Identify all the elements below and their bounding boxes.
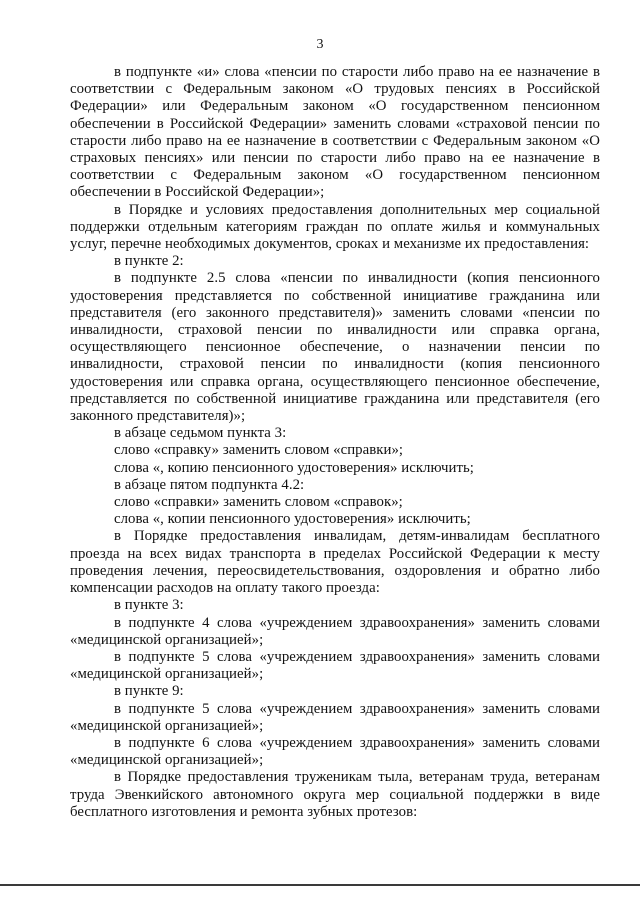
paragraph-transport-order-heading: в Порядке предоставления инвалидам, детям-инвалидам бесплатного проезда на всех видах транспорта в пределах Российской Федерации к месту проведения лечения, переосвидетельствования, оздоровления и обратно либо компенсации расходов на оплату такого проезда: bbox=[70, 528, 600, 597]
scan-edge-line bbox=[0, 884, 640, 886]
paragraph-dental-order-heading: в Порядке предоставления труженикам тыла, ветеранам труда, ветеранам труда Эвенкийского автономного округа мер социальной поддержки в виде бесплатного изготовления и ремонта зубных протезов: bbox=[70, 769, 600, 820]
paragraph-subitem-4-amendment: в подпункте 4 слова «учреждением здравоохранения» заменить словами «медицинской организацией»; bbox=[70, 614, 600, 648]
page-number: 3 bbox=[316, 37, 324, 52]
paragraph-subitem-5-amendment: в подпункте 5 слова «учреждением здравоохранения» заменить словами «медицинской организацией»; bbox=[70, 648, 600, 683]
paragraph-point-9: в пункте 9: bbox=[114, 683, 184, 700]
paragraph-exclude-copy-certificate: слова «, копию пенсионного удостоверения» исключить; bbox=[114, 459, 474, 476]
paragraph-replace-spravku: слово «справку» заменить словом «справки»; bbox=[114, 442, 404, 459]
document-body bbox=[70, 64, 600, 821]
paragraph-exclude-copies-certificate: слова «, копии пенсионного удостоверения» исключить; bbox=[114, 511, 471, 528]
paragraph-housing-order-heading: в Порядке и условиях предоставления дополнительных мер социальной поддержки отдельным категориям граждан по оплате жилья и коммунальных услуг, перечне необходимых документов, сроках и механизме их предоставления: bbox=[70, 201, 600, 253]
paragraph-point-3: в пункте 3: bbox=[114, 597, 184, 614]
paragraph-point-3-seventh-abzac: в абзаце седьмом пункта 3: bbox=[114, 425, 287, 442]
paragraph-subitem-i-amendment: в подпункте «и» слова «пенсии по старости либо право на ее назначение в соответствии с Федеральным законом «О трудовых пенсиях в Российской Федерации» или Федеральным законом «О государственном пенсионном обеспечении в Российской Федерации» заменить словами «страховой пенсии по старости либо право на ее назначение в соответствии с Федеральным законом «О страховых пенсиях» или пенсии по старости либо право на ее назначение в соответствии с Федеральным законом «О государственном пенсионном обеспечении в Российской Федерации»; bbox=[70, 64, 600, 201]
paragraph-point-2: в пункте 2: bbox=[114, 253, 184, 270]
paragraph-replace-spravki: слово «справки» заменить словом «справок»; bbox=[114, 494, 403, 511]
paragraph-point-9-subitem-5-amendment: в подпункте 5 слова «учреждением здравоохранения» заменить словами «медицинской организацией»; bbox=[70, 700, 600, 734]
paragraph-point-9-subitem-6-amendment: в подпункте 6 слова «учреждением здравоохранения» заменить словами «медицинской организацией»; bbox=[70, 734, 600, 769]
paragraph-subitem-2-5-amendment: в подпункте 2.5 слова «пенсии по инвалидности (копия пенсионного удостоверения представляется по собственной инициативе гражданина или представителя (его законного представителя)» заменить словами «пенсии по инвалидности, страховой пенсии по инвалидности или справка органа, осуществляющего пенсионное обеспечение, о назначении пенсии по инвалидности, страховой пенсии по инвалидности (копия пенсионного удостоверения или справка органа, осуществляющего пенсионное обеспечение, представляется по собственной инициативе гражданина или представителя (его законного представителя)»; bbox=[70, 270, 600, 425]
paragraph-subitem-4-2-fifth-abzac: в абзаце пятом подпункта 4.2: bbox=[114, 476, 305, 493]
